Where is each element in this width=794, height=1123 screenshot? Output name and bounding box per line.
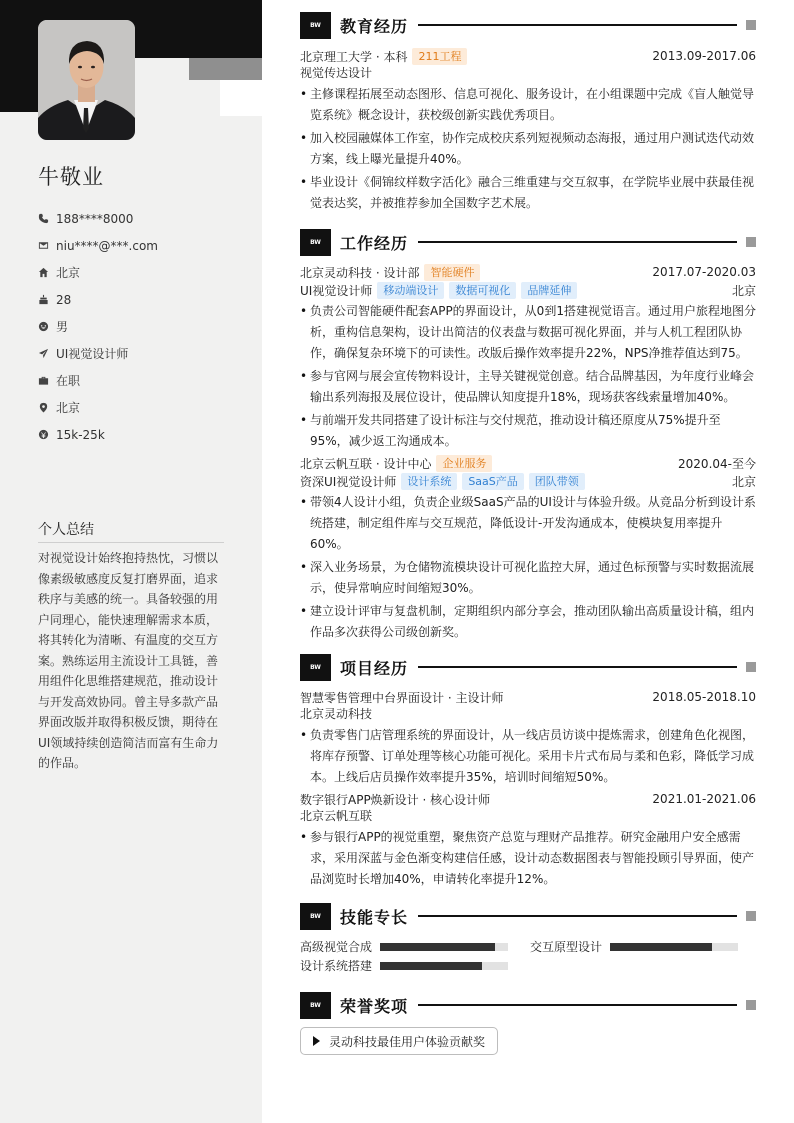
company-name: 北京灵动科技 · 设计部 [300, 265, 420, 280]
list-item: • 建立设计评审与复盘机制，定期组织内部分享会，推动团队输出高质量设计稿，组内作品多次获得公司级创新奖。 [300, 601, 756, 643]
section-square-icon [746, 911, 756, 921]
award-text: 灵动科技最佳用户体验贡献奖 [329, 1034, 486, 1049]
school-tag: 211工程 [412, 48, 467, 65]
awards-section [300, 991, 756, 1055]
section-divider [418, 915, 737, 917]
project-entry-1 [300, 688, 756, 788]
project-name: 数字银行APP焕新设计 · 核心设计师 [300, 792, 491, 807]
position-text: UI视觉设计师 [56, 347, 129, 361]
section-header [300, 653, 756, 681]
section-header [300, 11, 756, 39]
project-org: 北京灵动科技 [300, 707, 373, 721]
project-bullets [300, 725, 756, 788]
briefcase-icon [38, 375, 49, 386]
project-name: 智慧零售管理中台界面设计 · 主设计师 [300, 690, 504, 705]
skill-label: 交互原型设计 [530, 940, 603, 954]
section-badge: BW [300, 12, 331, 39]
job-city: 北京 [731, 474, 756, 489]
skill-item [530, 938, 756, 955]
project-date: 2021.01-2021.06 [652, 792, 756, 806]
project-org: 北京云帆互联 [300, 809, 373, 823]
section-square-icon [746, 662, 756, 672]
skill-label: 设计系统搭建 [300, 959, 373, 973]
send-icon [38, 348, 49, 359]
info-city [38, 259, 248, 286]
section-badge: BW [300, 992, 331, 1019]
salary-text: 15k-25k [56, 427, 105, 442]
skill-bar-fill [380, 962, 482, 970]
skills-grid [300, 938, 756, 974]
section-header [300, 902, 756, 930]
avatar-portrait-icon [38, 20, 135, 140]
company-name: 北京云帆互联 · 设计中心 [300, 456, 432, 471]
role-tag: SaaS产品 [462, 473, 523, 490]
education-row [300, 47, 756, 65]
info-salary [38, 421, 248, 448]
skill-label: 高级视觉合成 [300, 940, 373, 954]
skill-item [300, 938, 530, 955]
section-title-skills: 技能专长 [340, 907, 409, 927]
role-tag: 数据可视化 [449, 282, 516, 299]
project-entry-2 [300, 790, 756, 890]
project-row [300, 688, 756, 706]
list-item: • 与前端开发共同搭建了设计标注与交付规范，推动设计稿还原度从75%提升至95%，减少返工沟通成本。 [300, 410, 756, 452]
job-bullets [300, 492, 756, 643]
section-title-work: 工作经历 [340, 233, 409, 253]
role-tag: 设计系统 [401, 473, 457, 490]
info-status [38, 367, 248, 394]
skills-section [300, 902, 756, 974]
skill-bar-track [380, 962, 508, 970]
decor-block-white [220, 80, 262, 116]
age-text: 28 [56, 292, 72, 307]
job-city: 北京 [731, 283, 756, 298]
email-text: niu****@***.com [56, 238, 158, 253]
list-item: • 负责零售门店管理系统的界面设计，从一线店员访谈中提炼需求，创建角色化视图，将库存预警、订单处理等核心功能可视化。采用卡片式布局与柔和色彩，降低学习成本。上线后店员操作效率提升35%，培训时间缩短50%。 [300, 725, 756, 788]
role-tag: 团队带领 [529, 473, 585, 490]
section-badge: BW [300, 654, 331, 681]
section-title-awards: 荣誉奖项 [340, 996, 409, 1016]
info-position [38, 340, 248, 367]
list-item: • 主修课程拓展至动态图形、信息可视化、服务设计，在小组课题中完成《盲人触觉导览系统》概念设计，获校级创新实践优秀项目。 [300, 84, 756, 126]
section-header [300, 228, 756, 256]
project-row [300, 790, 756, 808]
job-role-row [300, 472, 756, 490]
section-divider [418, 666, 737, 668]
location-text: 北京 [56, 401, 81, 415]
job-date: 2020.04-至今 [678, 456, 756, 471]
education-date: 2013.09-2017.06 [652, 49, 756, 63]
avatar [38, 20, 135, 140]
list-item: • 参与银行APP的视觉重塑，聚焦资产总览与理财产品推荐。研究金融用户安全感需求，采用深蓝与金色渐变构建信任感，设计动态数据图表与智能投顾引导界面，使产品浏览时长增加40%，申请转化率提升12%。 [300, 827, 756, 890]
city-text: 北京 [56, 266, 81, 280]
projects-section [300, 653, 756, 892]
info-phone [38, 205, 248, 232]
skill-bar-fill [380, 943, 495, 951]
play-triangle-icon [313, 1036, 320, 1046]
section-badge: BW [300, 903, 331, 930]
company-tag: 智能硬件 [424, 264, 480, 281]
job-entry-2 [300, 454, 756, 643]
summary-title: 个人总结 [38, 519, 224, 543]
school-name: 北京理工大学 · 本科 [300, 49, 408, 64]
phone-icon [38, 213, 49, 224]
job-date: 2017.07-2020.03 [652, 265, 756, 279]
phone-text: 188****8000 [56, 211, 134, 226]
skill-bar-track [610, 943, 738, 951]
skill-bar-track [380, 943, 508, 951]
sidebar [0, 0, 262, 1123]
award-item [300, 1027, 498, 1055]
section-header [300, 991, 756, 1019]
job-role: 资深UI视觉设计师 [300, 474, 397, 489]
job-bullets [300, 301, 756, 452]
skill-item [300, 957, 530, 974]
info-gender [38, 313, 248, 340]
section-square-icon [746, 1000, 756, 1010]
info-age [38, 286, 248, 313]
section-divider [418, 24, 737, 26]
job-company-row [300, 263, 756, 281]
info-email [38, 232, 248, 259]
major-name: 视觉传达设计 [300, 66, 373, 80]
education-bullets [300, 84, 756, 214]
section-square-icon [746, 20, 756, 30]
personal-info-list [38, 205, 248, 448]
candidate-name: 牛敬业 [38, 165, 104, 189]
section-title-education: 教育经历 [340, 16, 409, 36]
info-location [38, 394, 248, 421]
list-item: • 毕业设计《侗锦纹样数字活化》融合三维重建与交互叙事，在学院毕业展中获最佳视觉表达奖，并被推荐参加全国数字艺术展。 [300, 172, 756, 214]
list-item: • 带领4人设计小组，负责企业级SaaS产品的UI设计与体验升级。从竞品分析到设计系统搭建，制定组件库与交互规范，降低设计-开发沟通成本，使模块复用率提升60%。 [300, 492, 756, 555]
section-badge: BW [300, 229, 331, 256]
project-date: 2018.05-2018.10 [652, 690, 756, 704]
list-item: • 参与官网与展会宣传物料设计，主导关键视觉创意。结合品牌基因，为年度行业峰会输出系列海报及展位设计，使品牌认知度提升18%，现场获客线索量增加40%。 [300, 366, 756, 408]
list-item: • 加入校园融媒体工作室，协作完成校庆系列短视频动态海报，通过用户测试迭代动效方案，线上曝光量提升40%。 [300, 128, 756, 170]
project-bullets [300, 827, 756, 890]
list-item: • 负责公司智能硬件配套APP的界面设计，从0到1搭建视觉语言。通过用户旅程地图分析，重构信息架构，设计出简洁的仪表盘与数据可视化界面，并与人机工程团队协作，确保复杂环境下的可读性。改版后操作效率提升22%，NPS净推荐值达到75。 [300, 301, 756, 364]
job-role: UI视觉设计师 [300, 283, 373, 298]
email-icon [38, 240, 49, 251]
section-title-projects: 项目经历 [340, 658, 409, 678]
summary-text: 对视觉设计始终抱持热忱，习惯以像素级敏感度反复打磨界面，追求秩序与美感的统一。具备较强的用户同理心，能快速理解需求本质，将其转化为清晰、有温度的交互方案。熟练运用主流设计工具链，善用组件化思维搭建规范，推动设计与开发高效协同。曾主导多款产品界面改版并取得积极反馈，期待在UI领域持续创造简洁而富有生命力的作品。 [38, 551, 219, 770]
location-icon [38, 402, 49, 413]
company-tag: 企业服务 [436, 455, 492, 472]
job-entry-1 [300, 263, 756, 452]
cake-icon [38, 294, 49, 305]
section-divider [418, 1004, 737, 1006]
work-section [300, 228, 756, 645]
role-tag: 品牌延伸 [521, 282, 577, 299]
home-icon [38, 267, 49, 278]
section-square-icon [746, 237, 756, 247]
job-role-row [300, 281, 756, 299]
salary-icon [38, 429, 49, 440]
skill-bar-fill [610, 943, 712, 951]
decor-block-grey [189, 58, 262, 80]
gender-icon [38, 321, 49, 332]
status-text: 在职 [56, 374, 81, 388]
role-tag: 移动端设计 [377, 282, 444, 299]
gender-text: 男 [56, 320, 69, 334]
education-section [300, 11, 756, 216]
list-item: • 深入业务场景，为仓储物流模块设计可视化监控大屏，通过色标预警与实时数据流展示，使异常响应时间缩短30%。 [300, 557, 756, 599]
section-divider [418, 241, 737, 243]
job-company-row [300, 454, 756, 472]
decor-block-black-left [0, 58, 38, 112]
